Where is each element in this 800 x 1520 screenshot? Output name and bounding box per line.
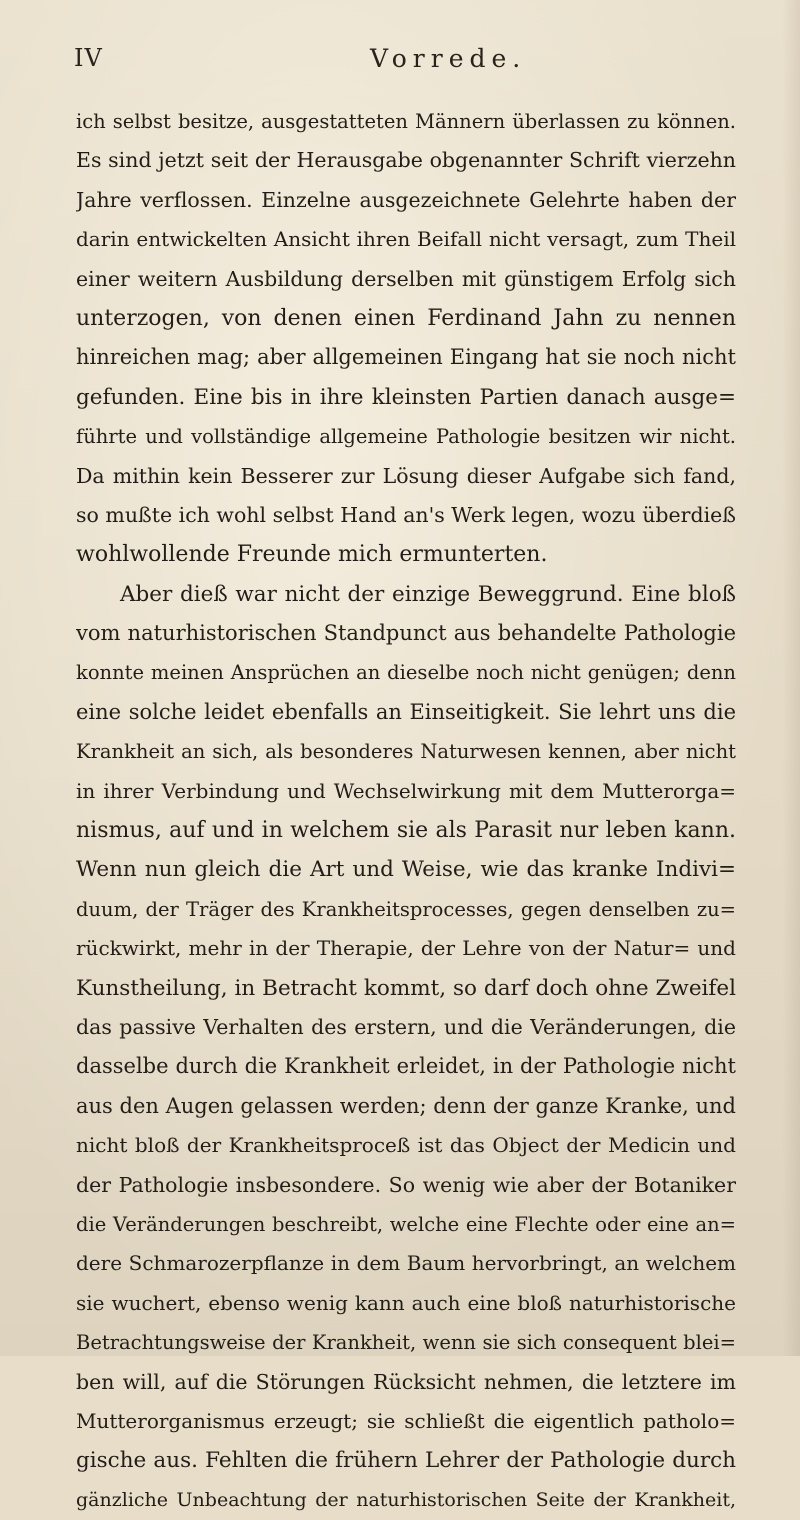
page-number: IV <box>74 44 103 72</box>
text-line: duum, der Träger des Krankheitsprocesses, gegen denselben zu= <box>76 897 736 921</box>
text-line: Betrachtungsweise der Krankheit, wenn sie sich consequent blei= <box>76 1331 736 1355</box>
body-text <box>76 102 736 1520</box>
text-line: Kunstheilung, in Betracht kommt, so darf doch ohne Zweifel <box>76 975 736 1001</box>
text-line: Mutterorganismus erzeugt; sie schließt die eigentlich patholo= <box>76 1408 736 1433</box>
text-line: einer weitern Ausbildung derselben mit günstigem Erfolg sich <box>76 266 736 291</box>
text-line: ich selbst besitze, ausgestatteten Männern überlassen zu können. <box>76 110 736 133</box>
text-line: rückwirkt, mehr in der Therapie, der Lehre von der Natur= und <box>76 936 736 961</box>
text-line: so mußte ich wohl selbst Hand an's Werk legen, wozu überdieß <box>76 502 736 527</box>
text-line: Wenn nun gleich die Art und Weise, wie das kranke Indivi= <box>76 857 736 883</box>
text-line: aus den Augen gelassen werden; denn der ganze Kranke, und <box>76 1093 736 1118</box>
text-line: darin entwickelten Ansicht ihren Beifall nicht versagt, zum Theil <box>76 227 736 252</box>
text-line: gefunden. Eine bis in ihre kleinsten Partien danach ausge= <box>76 384 736 410</box>
text-line: die Veränderungen beschreibt, welche eine Flechte oder eine an= <box>76 1212 736 1236</box>
text-line: der Pathologie insbesondere. So wenig wie aber der Botaniker <box>76 1172 736 1197</box>
text-line: unterzogen, von denen einen Ferdinand Jahn zu nennen <box>76 305 736 331</box>
text-line: in ihrer Verbindung und Wechselwirkung mit dem Mutterorga= <box>76 778 736 803</box>
text-line: nismus, auf und in welchem sie als Parasit nur leben kann. <box>76 818 736 844</box>
text-line: das passive Verhalten des erstern, und die Veränderungen, die <box>76 1014 736 1039</box>
text-line: vom naturhistorischen Standpunct aus behandelte Pathologie <box>76 621 736 646</box>
text-line: hinreichen mag; aber allgemeinen Eingang hat sie noch nicht <box>76 345 736 370</box>
text-line: Es sind jetzt seit der Herausgabe obgenannter Schrift vierzehn <box>76 148 736 173</box>
text-line: Da mithin kein Besserer zur Lösung dieser Aufgabe sich fand, <box>76 463 736 488</box>
text-line: gische aus. Fehlten die frühern Lehrer der Pathologie durch <box>76 1448 736 1474</box>
text-line: Krankheit an sich, als besonderes Naturwesen kennen, aber nicht <box>76 740 736 764</box>
paragraph-end-line: wohlwollende Freunde mich ermunterten. <box>76 542 548 568</box>
text-line: ben will, auf die Störungen Rücksicht nehmen, die letztere im <box>76 1369 736 1394</box>
text-line: sie wuchert, ebenso wenig kann auch eine bloß naturhistorische <box>76 1290 736 1315</box>
text-line: konnte meinen Ansprüchen an dieselbe noch nicht genügen; denn <box>76 661 736 685</box>
paragraph-start-line: Aber dieß war nicht der einzige Beweggrund. Eine bloß <box>120 581 736 607</box>
text-line: führte und vollständige allgemeine Pathologie besitzen wir nicht. <box>76 425 736 449</box>
page-header <box>74 44 750 84</box>
running-head: Vorrede. <box>370 44 527 73</box>
text-line: Jahre verflossen. Einzelne ausgezeichnete Gelehrte haben der <box>76 187 736 212</box>
text-line: eine solche leidet ebenfalls an Einseitigkeit. Sie lehrt uns die <box>76 699 736 724</box>
text-line: gänzliche Unbeachtung der naturhistorischen Seite der Krankheit, <box>76 1488 736 1511</box>
text-line: dere Schmarozerpflanze in dem Baum hervorbringt, an welchem <box>76 1251 736 1276</box>
text-line: nicht bloß der Krankheitsproceß ist das Object der Medicin und <box>76 1133 736 1158</box>
text-line: dasselbe durch die Krankheit erleidet, in der Pathologie nicht <box>76 1054 736 1079</box>
